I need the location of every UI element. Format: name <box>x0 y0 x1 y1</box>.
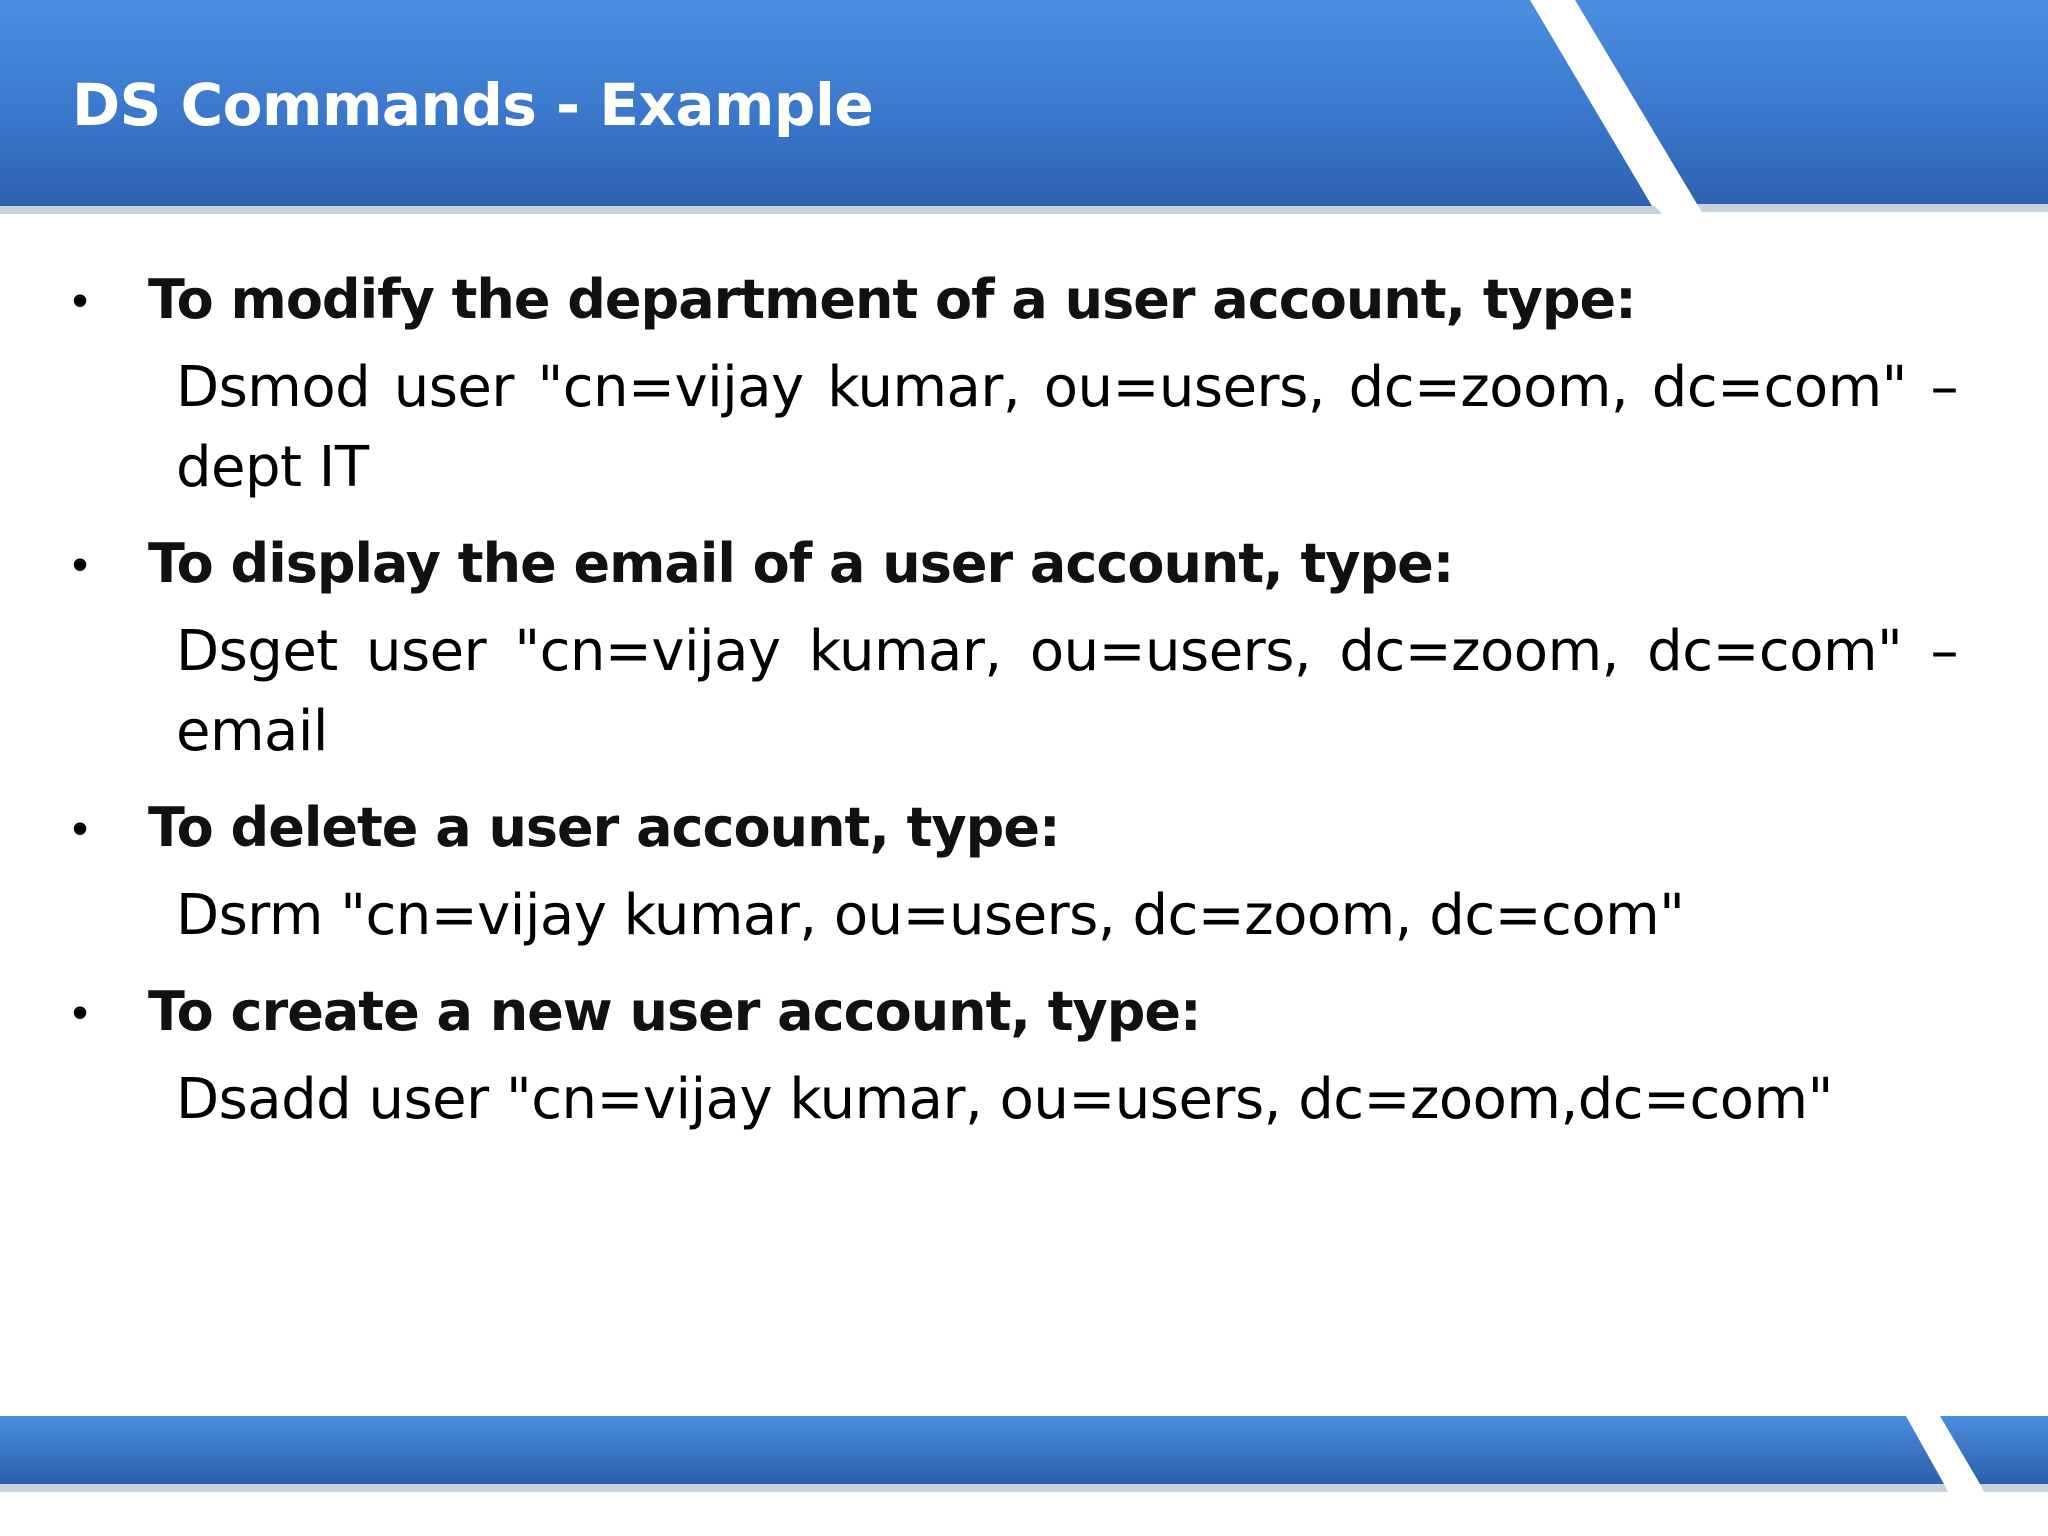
command-text: Dsadd user "cn=vijay kumar, ou=users, dc=zoom,dc=com" <box>176 1067 1833 1132</box>
bullet-heading: To modify the department of a user account, type: <box>148 268 1636 331</box>
bullet-heading: To create a new user account, type: <box>148 980 1201 1043</box>
footer-tab <box>1940 1416 2048 1484</box>
footer-band <box>0 1416 1944 1484</box>
command-text: Dsmod user "cn=vijay kumar, ou=users, dc=zoom, dc=com" –dept IT <box>176 355 1958 500</box>
bullet-item <box>72 532 1962 772</box>
bullet-dot-icon: • <box>72 274 89 326</box>
slide-title: DS Commands - Example <box>72 71 874 139</box>
command-text: Dsget user "cn=vijay kumar, ou=users, dc=zoom, dc=com" –email <box>176 619 1958 764</box>
bullet-heading: To delete a user account, type: <box>148 796 1060 859</box>
bullet-dot-icon: • <box>72 538 89 590</box>
bullet-heading: To display the email of a user account, type: <box>148 532 1454 595</box>
bullet-item <box>72 268 1962 508</box>
bullet-dot-icon: • <box>72 986 89 1038</box>
bullet-item <box>72 796 1962 956</box>
bullet-dot-icon: • <box>72 802 89 854</box>
header-tab <box>1575 0 2048 204</box>
header-band-shadow <box>0 206 1662 214</box>
bullet-item <box>72 980 1962 1140</box>
bullet-list <box>72 268 1962 1164</box>
command-text: Dsrm "cn=vijay kumar, ou=users, dc=zoom, dc=com" <box>176 883 1685 948</box>
